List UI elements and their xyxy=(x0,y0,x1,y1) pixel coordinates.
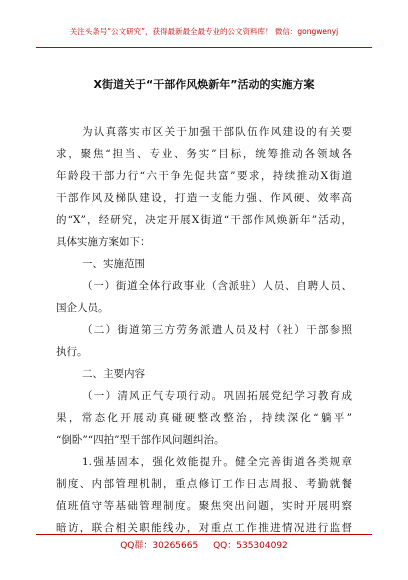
body-line: 具体实施方案如下： xyxy=(56,236,151,248)
body-line: 干部作风及梯队建设，打造一支能力强、作风硬、效率高 xyxy=(56,192,352,204)
body-line: 果，常态化开展动真碰硬整改整治，持续深化“躺平” xyxy=(56,412,352,424)
footer-divider xyxy=(36,534,372,535)
body-line: 制度、内部管理机制，重点修订工作日志周报、考勤就餐 xyxy=(56,478,352,490)
body-line: 为认真落实市区关于加强干部队伍作风建设的有关要 xyxy=(82,126,352,138)
footer xyxy=(0,538,408,551)
body-line: 值班值守等基础管理制度。聚焦突出问题，实时开展明察 xyxy=(56,500,352,512)
body-line: “倒卧”“四拍”型干部作风问题纠治。 xyxy=(56,434,225,446)
body-line: 求，聚焦“担当、专业、务实”目标，统筹推动各领域各 xyxy=(56,148,352,160)
header-divider xyxy=(36,47,372,48)
document-body xyxy=(56,121,352,539)
body-line: 暗访，联合相关职能线办，对重点工作推进情况进行监督 xyxy=(56,522,352,534)
body-line: （一）清风正气专项行动。巩固拓展党纪学习教育成 xyxy=(82,390,352,402)
body-line: （一）街道全体行政事业（含派驻）人员、自聘人员、 xyxy=(82,280,352,292)
body-line: 的“X”，经研究，决定开展X街道“干部作风焕新年”活动， xyxy=(56,214,352,226)
footer-qq-group: QQ群：30265665 xyxy=(120,541,199,551)
body-line: 执行。 xyxy=(56,346,88,358)
body-line: 年龄段干部力行“六干争先促共富”要求，持续推动X街道 xyxy=(56,170,352,182)
body-line: 国企人员。 xyxy=(56,302,109,314)
header-note: 关注头条号“公文研究”，获得最新最全最专业的公文资料库！ 微信：gongwenyj xyxy=(69,27,339,36)
body-line: 一、实施范围 xyxy=(82,258,145,270)
body-line: 1.强基固本，强化效能提升。健全完善街道各类规章 xyxy=(82,456,352,468)
body-line: 二、主要内容 xyxy=(82,368,145,380)
document-title: X街道关于“干部作风焕新年”活动的实施方案 xyxy=(93,78,315,91)
footer-qq: QQ：535304092 xyxy=(213,541,288,551)
body-line: （二）街道第三方劳务派遣人员及村（社）干部参照 xyxy=(82,324,352,336)
